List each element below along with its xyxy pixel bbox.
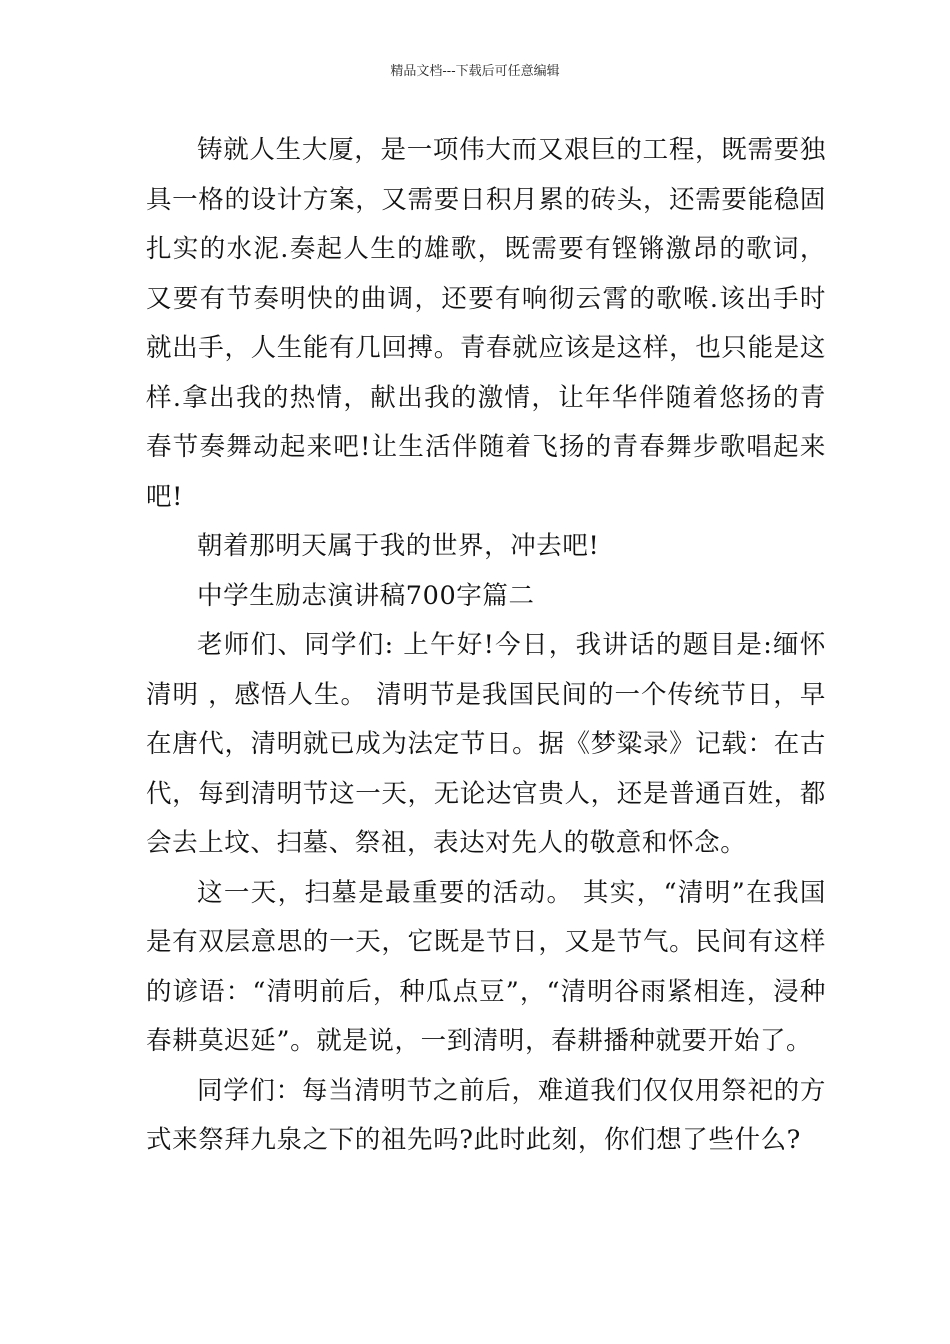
paragraph-5: 同学们：每当清明节之前后，难道我们仅仅用祭祀的方式来祭拜九泉之下的祖先吗?此时此刻，你们想了些什么? bbox=[146, 1075, 826, 1155]
section-heading: 中学生励志演讲稿700字篇二 bbox=[197, 580, 535, 611]
paragraph-3: 老师们、同学们: 上午好!今日，我讲话的题目是:缅怀清明 ，感悟人生。 清明节是我国民间的一个传统节日，早在唐代，清明就已成为法定节日。据《梦粱录》记载：在古代，每到清明节这一天，无论达官贵人，还是普通百姓，都会去上坟、扫墓、祭祖，表达对先人的敬意和怀念。 bbox=[146, 630, 826, 858]
paragraph-1: 铸就人生大厦，是一项伟大而又艰巨的工程，既需要独具一格的设计方案，又需要日积月累的砖头，还需要能稳固扎实的水泥.奏起人生的雄歌，既需要有铿锵激昂的歌词，又要有节奏明快的曲调，还要有响彻云霄的歌喉.该出手时就出手，人生能有几回搏。青春就应该是这样，也只能是这样.拿出我的热情，献出我的激情，让年华伴随着悠扬的青春节奏舞动起来吧!让生活伴随着飞扬的青春舞步歌唱起来吧! bbox=[146, 135, 826, 512]
paragraph-2: 朝着那明天属于我的世界，冲去吧! bbox=[197, 531, 600, 561]
paragraph-4: 这一天，扫墓是最重要的活动。 其实，“清明”在我国是有双层意思的一天，它既是节日，又是节气。民间有这样的谚语：“清明前后，种瓜点豆”，“清明谷雨紧相连，浸种春耕莫迟延”。就是说，一到清明，春耕播种就要开始了。 bbox=[146, 877, 826, 1056]
page-header: 精品文档---下载后可任意编辑 bbox=[390, 64, 560, 79]
document-body bbox=[146, 126, 826, 1166]
